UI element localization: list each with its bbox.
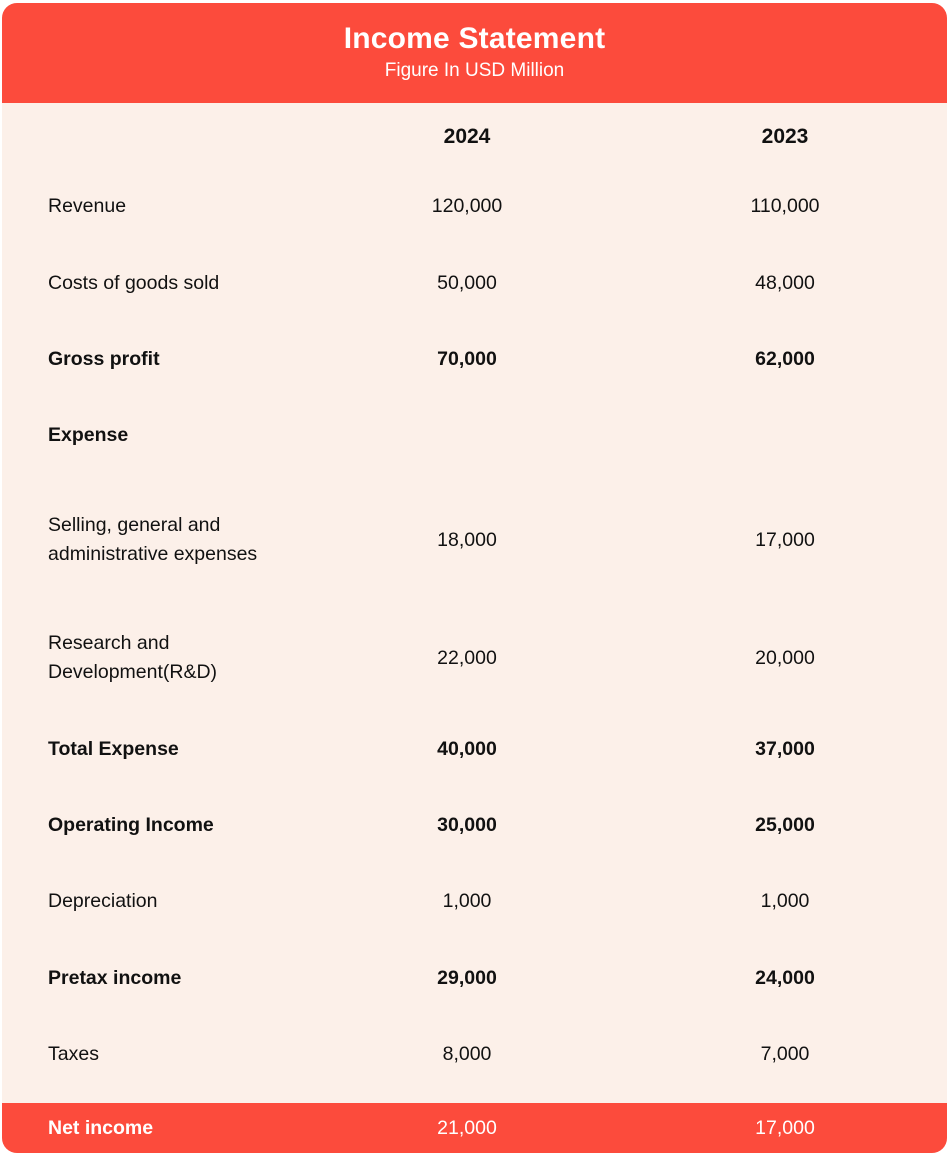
row-label: Operating Income <box>48 813 214 836</box>
row-value-2023: 62,000 <box>755 347 815 370</box>
row-label: Net income <box>48 1116 154 1139</box>
column-header-2024: 2024 <box>443 125 491 148</box>
income-statement-card <box>2 3 947 1153</box>
row-value-2024: 120,000 <box>431 194 503 217</box>
row-value-2023: 17,000 <box>755 1116 815 1139</box>
row-value-2023: 110,000 <box>750 194 820 217</box>
table-row <box>2 871 947 931</box>
row-value-2024: 1,000 <box>442 889 492 912</box>
row-label: Research and Development(R&D) <box>48 632 218 683</box>
table-row <box>2 329 947 389</box>
row-value-2023: 37,000 <box>755 737 815 760</box>
row-value-2024: 50,000 <box>437 271 497 294</box>
row-label: Pretax income <box>48 966 182 989</box>
statement-table <box>2 103 947 1103</box>
table-row <box>2 253 947 313</box>
table-row <box>2 176 947 236</box>
table-row <box>2 795 947 855</box>
row-value-2023: 1,000 <box>760 889 810 912</box>
table-row <box>2 1024 947 1084</box>
row-value-2023: 20,000 <box>755 646 815 669</box>
row-value-2024: 22,000 <box>437 646 497 669</box>
row-value-2023: 7,000 <box>760 1042 810 1065</box>
table-row <box>2 510 947 570</box>
statement-header <box>2 3 947 103</box>
table-header-row <box>2 125 947 149</box>
row-label: Total Expense <box>48 737 179 760</box>
row-label: Taxes <box>48 1042 99 1065</box>
row-label: Depreciation <box>48 889 158 912</box>
row-label: Expense <box>48 423 129 446</box>
table-section-header-row <box>2 405 947 465</box>
row-value-2024: 8,000 <box>442 1042 492 1065</box>
table-row <box>2 719 947 779</box>
row-value-2024: 18,000 <box>437 528 497 551</box>
table-row <box>2 948 947 1008</box>
column-header-2023: 2023 <box>761 125 809 148</box>
row-label: Costs of goods sold <box>48 271 220 294</box>
table-row <box>2 628 947 688</box>
row-label: Revenue <box>48 194 127 217</box>
row-value-2024: 70,000 <box>437 347 497 370</box>
row-value-2024: 29,000 <box>437 966 497 989</box>
row-value-2023: 48,000 <box>755 271 815 294</box>
row-label: Gross profit <box>48 347 160 370</box>
row-value-2023: 25,000 <box>755 813 815 836</box>
row-value-2024: 21,000 <box>437 1116 497 1139</box>
row-value-2023: 17,000 <box>755 528 815 551</box>
page-title: Income Statement <box>343 21 606 55</box>
row-value-2023: 24,000 <box>755 966 815 989</box>
page-subtitle: Figure In USD Million <box>384 60 565 82</box>
net-income-row <box>2 1103 947 1153</box>
row-value-2024: 40,000 <box>437 737 497 760</box>
row-value-2024: 30,000 <box>437 813 497 836</box>
row-label: Selling, general and administrative expenses <box>48 514 258 565</box>
